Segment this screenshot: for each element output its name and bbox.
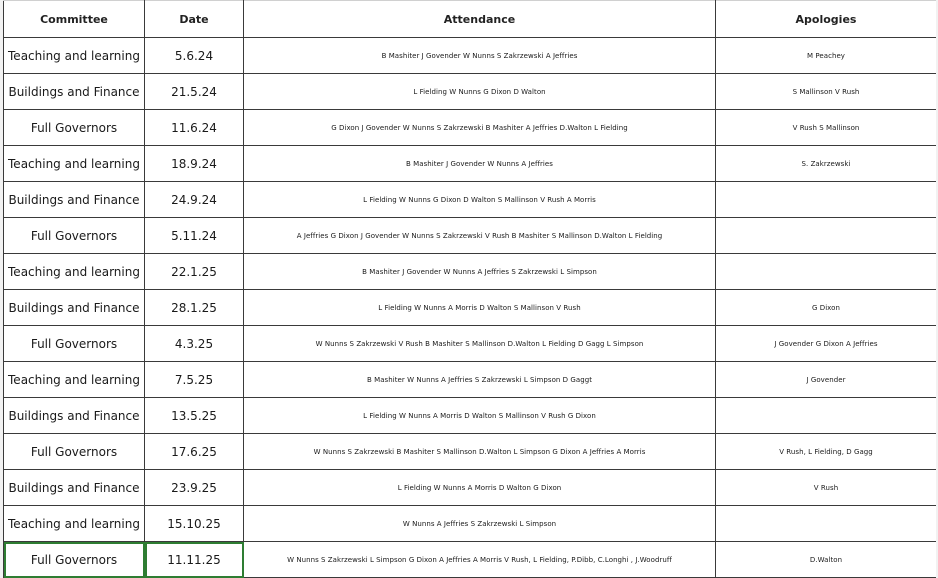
table-row [4,182,937,218]
cell-date[interactable]: 28.1.25 [145,290,244,326]
cell-apologies[interactable] [716,254,937,290]
cell-attendance[interactable]: L Fielding W Nunns A Morris D Walton S Mallinson V Rush [244,290,716,326]
cell-committee[interactable]: Buildings and Finance [4,470,145,506]
cell-date[interactable]: 13.5.25 [145,398,244,434]
cell-apologies[interactable] [716,398,937,434]
cell-date-selected[interactable]: 11.11.25 [145,542,244,578]
cell-date[interactable]: 5.11.24 [145,218,244,254]
table-row [4,326,937,362]
cell-date[interactable]: 24.9.24 [145,182,244,218]
cell-committee[interactable]: Full Governors [4,326,145,362]
cell-committee[interactable]: Buildings and Finance [4,290,145,326]
cell-committee[interactable]: Teaching and learning [4,362,145,398]
table-row [4,506,937,542]
cell-committee[interactable]: Teaching and learning [4,146,145,182]
table-row [4,362,937,398]
table-row [4,434,937,470]
table-row [4,254,937,290]
header-row [4,1,937,38]
cell-committee[interactable]: Buildings and Finance [4,398,145,434]
cell-attendance[interactable]: B Mashiter W Nunns A Jeffries S Zakrzewski L Simpson D Gaggt [244,362,716,398]
cell-apologies[interactable] [716,506,937,542]
cell-apologies[interactable]: V Rush S Mallinson [716,110,937,146]
cell-attendance[interactable]: B Mashiter J Govender W Nunns A Jeffries S Zakrzewski L Simpson [244,254,716,290]
cell-apologies[interactable]: S. Zakrzewski [716,146,937,182]
header-attendance[interactable]: Attendance [244,1,716,38]
table-row [4,146,937,182]
cell-attendance[interactable]: G Dixon J Govender W Nunns S Zakrzewski B Mashiter A Jeffries D.Walton L Fielding [244,110,716,146]
cell-attendance[interactable]: L Fielding W Nunns A Morris D Walton G Dixon [244,470,716,506]
table-row [4,74,937,110]
cell-date[interactable]: 21.5.24 [145,74,244,110]
cell-date[interactable]: 22.1.25 [145,254,244,290]
cell-apologies[interactable]: M Peachey [716,38,937,74]
cell-attendance[interactable]: B Mashiter J Govender W Nunns S Zakrzewski A Jeffries [244,38,716,74]
cell-date[interactable]: 17.6.25 [145,434,244,470]
cell-date[interactable]: 7.5.25 [145,362,244,398]
cell-committee[interactable]: Full Governors [4,218,145,254]
cell-date[interactable]: 15.10.25 [145,506,244,542]
meetings-table [3,0,937,578]
cell-date[interactable]: 18.9.24 [145,146,244,182]
cell-committee[interactable]: Buildings and Finance [4,182,145,218]
cell-committee[interactable]: Buildings and Finance [4,74,145,110]
cell-attendance[interactable]: A Jeffries G Dixon J Govender W Nunns S Zakrzewski V Rush B Mashiter S Mallinson D.Walton L Fielding [244,218,716,254]
cell-attendance[interactable]: L Fielding W Nunns G Dixon D Walton S Mallinson V Rush A Morris [244,182,716,218]
cell-date[interactable]: 23.9.25 [145,470,244,506]
table-row [4,398,937,434]
cell-date[interactable]: 5.6.24 [145,38,244,74]
cell-attendance[interactable]: W Nunns S Zakrzewski L Simpson G Dixon A Jeffries A Morris V Rush, L Fielding, P.Dibb, C.Longhi , J.Woodruff [244,542,716,578]
cell-attendance[interactable]: L Fielding W Nunns A Morris D Walton S Mallinson V Rush G Dixon [244,398,716,434]
cell-apologies[interactable]: S Mallinson V Rush [716,74,937,110]
cell-date[interactable]: 4.3.25 [145,326,244,362]
cell-committee[interactable]: Teaching and learning [4,506,145,542]
table-row [4,38,937,74]
cell-apologies[interactable]: J Govender [716,362,937,398]
cell-apologies[interactable]: J Govender G Dixon A Jeffries [716,326,937,362]
table-row [4,110,937,146]
table-row [4,290,937,326]
table-row [4,218,937,254]
cell-apologies[interactable] [716,218,937,254]
cell-apologies[interactable]: D.Walton [716,542,937,578]
cell-committee[interactable]: Teaching and learning [4,38,145,74]
cell-committee[interactable]: Full Governors [4,434,145,470]
cell-committee-selected[interactable]: Full Governors [4,542,145,578]
table-row [4,470,937,506]
cell-committee[interactable]: Teaching and learning [4,254,145,290]
cell-attendance[interactable]: W Nunns S Zakrzewski V Rush B Mashiter S Mallinson D.Walton L Fielding D Gagg L Simpson [244,326,716,362]
cell-apologies[interactable]: G Dixon [716,290,937,326]
cell-attendance[interactable]: L Fielding W Nunns G Dixon D Walton [244,74,716,110]
cell-attendance[interactable]: B Mashiter J Govender W Nunns A Jeffries [244,146,716,182]
cell-attendance[interactable]: W Nunns S Zakrzewski B Mashiter S Mallinson D.Walton L Simpson G Dixon A Jeffries A Morris [244,434,716,470]
cell-date[interactable]: 11.6.24 [145,110,244,146]
cell-apologies[interactable]: V Rush [716,470,937,506]
cell-apologies[interactable]: V Rush, L Fielding, D Gagg [716,434,937,470]
header-apologies[interactable]: Apologies [716,1,937,38]
table-row [4,542,937,578]
cell-apologies[interactable] [716,182,937,218]
header-committee[interactable]: Committee [4,1,145,38]
cell-committee[interactable]: Full Governors [4,110,145,146]
cell-attendance[interactable]: W Nunns A Jeffries S Zakrzewski L Simpson [244,506,716,542]
header-date[interactable]: Date [145,1,244,38]
